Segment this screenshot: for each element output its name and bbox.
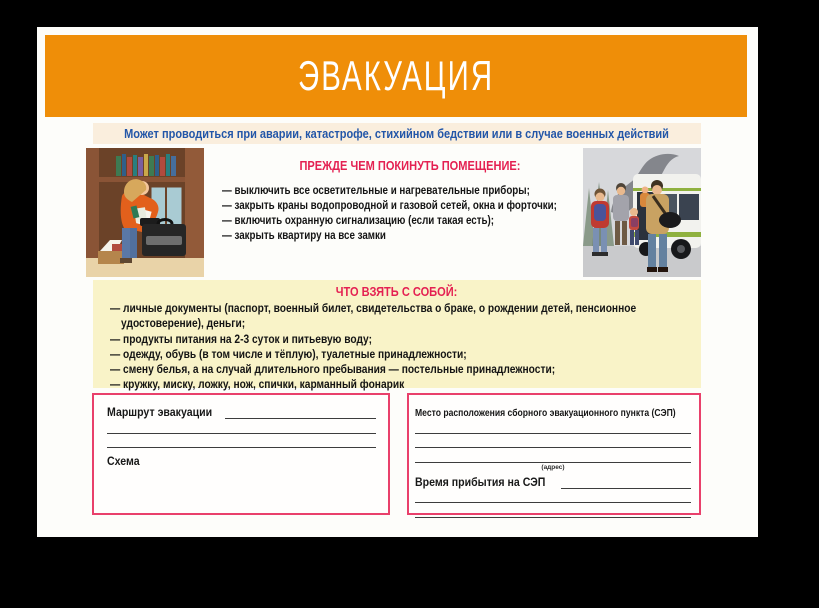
arrival-fill-line bbox=[561, 475, 691, 489]
arrival-row bbox=[415, 473, 691, 489]
sep-blank-line bbox=[415, 448, 691, 463]
list-item: — выключить все осветительные и нагревательные приборы; bbox=[222, 185, 530, 197]
list-item: — кружку, миску, ложку, нож, спички, карманный фонарик bbox=[110, 377, 405, 392]
address-note: (адрес) bbox=[541, 463, 565, 471]
sep-blank-line bbox=[415, 434, 691, 449]
list-item: — личные документы (паспорт, военный билет, свидетельства о браке, о рождении детей, пенсионное удостоверение), деньги; bbox=[110, 301, 637, 331]
take-along-list bbox=[110, 301, 684, 393]
scheme-row bbox=[107, 452, 376, 468]
list-item: — включить охранную сигнализацию (если такая есть); bbox=[222, 215, 495, 228]
sep-location-row bbox=[415, 403, 691, 419]
evacuation-route-box bbox=[92, 393, 390, 515]
poster-title: ЭВАКУАЦИЯ bbox=[297, 52, 495, 99]
list-item: — смену белья, а на случай длительного пребывания — постельные принадлежности; bbox=[110, 362, 556, 377]
packing-illustration bbox=[86, 148, 204, 277]
before-leaving-section bbox=[222, 158, 598, 244]
list-item: — продукты питания на 2-3 суток и питьевую воду; bbox=[110, 331, 372, 346]
subtitle-strip bbox=[93, 123, 701, 144]
route-row bbox=[107, 403, 376, 419]
list-item: — закрыть краны водопроводной и газовой сетей, окна и форточки; bbox=[222, 200, 557, 213]
arrival-blank-line bbox=[415, 503, 691, 518]
bus-boarding-illustration bbox=[583, 148, 701, 277]
take-along-heading: ЧТО ВЗЯТЬ С СОБОЙ: bbox=[336, 284, 458, 299]
title-band bbox=[45, 35, 747, 117]
take-along-panel bbox=[93, 280, 701, 392]
route-blank-line bbox=[107, 434, 376, 449]
packing-illustration-art bbox=[86, 148, 204, 277]
poster-page bbox=[37, 27, 758, 537]
sep-blank-line bbox=[415, 419, 691, 434]
arrival-label: Время прибытия на СЭП bbox=[415, 476, 546, 489]
before-leaving-list bbox=[222, 184, 598, 244]
scheme-label: Схема bbox=[107, 456, 140, 468]
route-blank-line bbox=[107, 419, 376, 434]
list-item: — закрыть квартиру на все замки bbox=[222, 230, 386, 243]
assembly-point-box bbox=[407, 393, 701, 515]
before-leaving-heading: ПРЕЖДЕ ЧЕМ ПОКИНУТЬ ПОМЕЩЕНИЕ: bbox=[299, 158, 521, 173]
subtitle-text: Может проводиться при аварии, катастрофе, стихийном бедствии или в случае военных действий bbox=[124, 126, 670, 141]
sep-location-label: Место расположения сборного эвакуационного пункта (СЭП) bbox=[415, 408, 676, 419]
route-label: Маршрут эвакуации bbox=[107, 407, 213, 419]
arrival-blank-line bbox=[415, 489, 691, 504]
list-item: — одежду, обувь (в том числе и тёплую), туалетные принадлежности; bbox=[110, 346, 467, 361]
route-fill-line bbox=[225, 405, 376, 419]
bus-boarding-illustration-art bbox=[583, 148, 701, 277]
